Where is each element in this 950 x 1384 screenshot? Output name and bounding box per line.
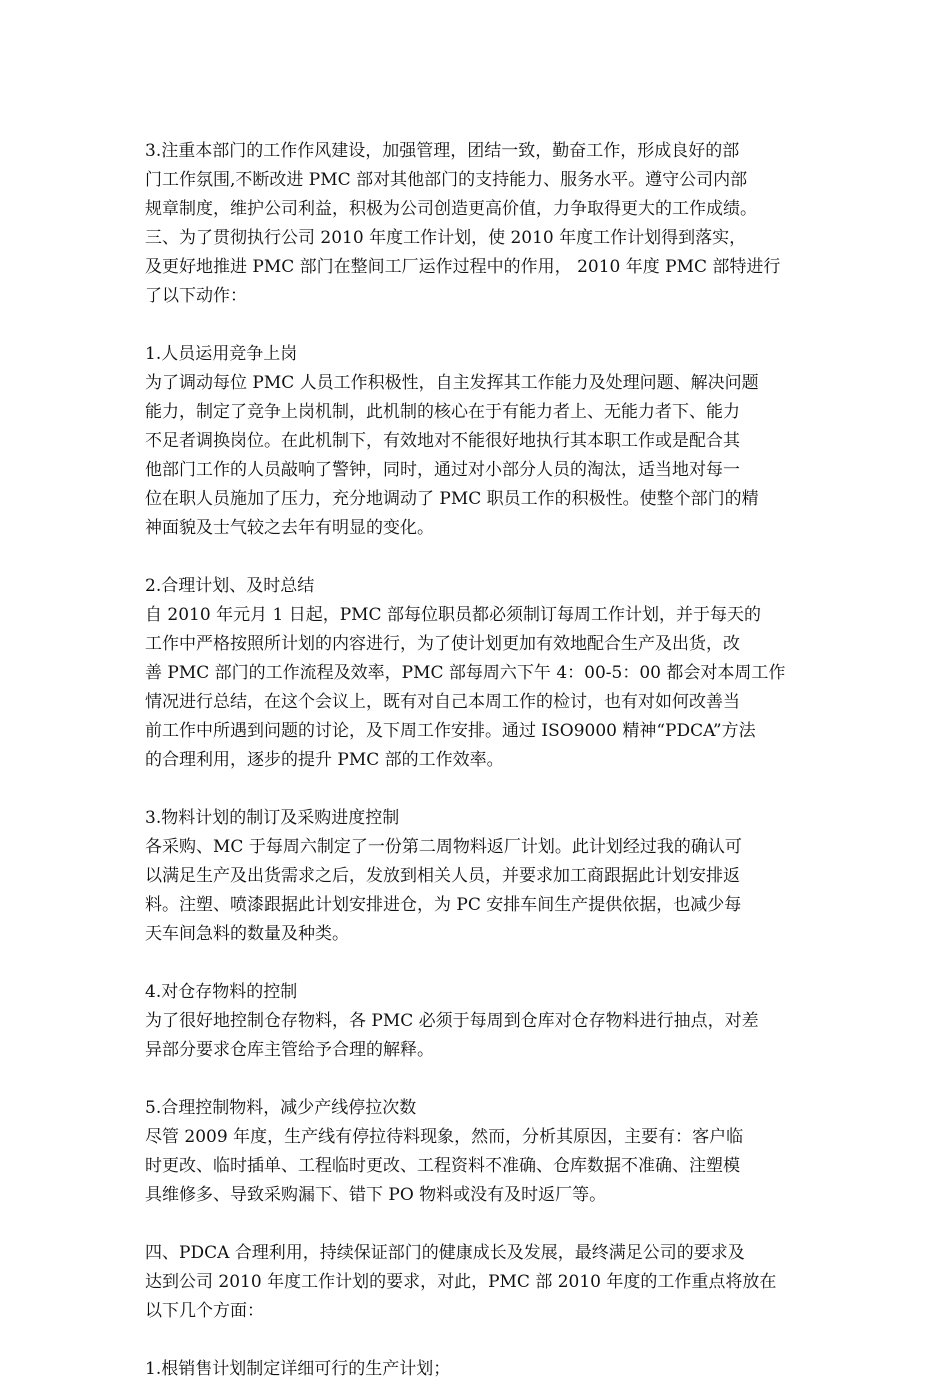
text-line: 尽管 2009 年度，生产线有停拉待料现象，然而，分析其原因，主要有：客户临 xyxy=(145,1127,744,1147)
paragraph xyxy=(145,1094,815,1210)
text-line: 工作中严格按照所计划的内容进行，为了使计划更加有效地配合生产及出货，改 xyxy=(145,634,740,654)
text-line: 门工作氛围,不断改进 PMC 部对其他部门的支持能力、服务水平。遵守公司内部 xyxy=(145,170,748,190)
text-line: 时更改、临时插单、工程临时更改、工程资料不准确、仓库数据不准确、注塑模 xyxy=(145,1156,740,1176)
paragraph xyxy=(145,137,815,311)
text-line: 以满足生产及出货需求之后，发放到相关人员，并要求加工商跟据此计划安排返 xyxy=(145,866,740,886)
text-line: 各采购、MC 于每周六制定了一份第二周物料返厂计划。此计划经过我的确认可 xyxy=(145,837,742,857)
text-line: 为了调动每位 PMC 人员工作积极性，自主发挥其工作能力及处理问题、解决问题 xyxy=(145,373,759,393)
text-line: 位在职人员施加了压力，充分地调动了 PMC 职员工作的积极性。使整个部门的精 xyxy=(145,489,759,509)
paragraph-spacer xyxy=(145,1326,815,1355)
paragraph xyxy=(145,804,815,949)
text-line: 为了很好地控制仓存物料，各 PMC 必须于每周到仓库对仓存物料进行抽点，对差 xyxy=(145,1011,759,1031)
text-line: 能力，制定了竞争上岗机制，此机制的核心在于有能力者上、无能力者下、能力 xyxy=(145,402,740,422)
paragraph-spacer xyxy=(145,543,815,572)
paragraph xyxy=(145,340,815,543)
text-line: 4.对仓存物料的控制 xyxy=(145,982,298,1002)
text-line: 以下几个方面： xyxy=(145,1301,264,1321)
text-line: 神面貌及士气较之去年有明显的变化。 xyxy=(145,518,434,538)
text-line: 5.合理控制物料，减少产线停拉次数 xyxy=(145,1098,417,1118)
text-line: 1.人员运用竞争上岗 xyxy=(145,344,298,364)
paragraph-spacer xyxy=(145,311,815,340)
paragraph-spacer xyxy=(145,1210,815,1239)
text-line: 情况进行总结，在这个会议上，既有对自己本周工作的检讨，也有对如何改善当 xyxy=(145,692,740,712)
text-line: 1.根销售计划制定详细可行的生产计划； xyxy=(145,1359,451,1379)
paragraph-spacer xyxy=(145,949,815,978)
paragraph-spacer xyxy=(145,775,815,804)
text-line: 他部门工作的人员敲响了警钟，同时，通过对小部分人员的淘汰，适当地对每一 xyxy=(145,460,740,480)
text-line: 了以下动作： xyxy=(145,286,247,306)
text-line: 不足者调换岗位。在此机制下，有效地对不能很好地执行其本职工作或是配合其 xyxy=(145,431,740,451)
paragraph xyxy=(145,978,815,1065)
text-line: 善 PMC 部门的工作流程及效率，PMC 部每周六下午 4：00-5：00 都会对本周工作 xyxy=(145,663,786,683)
document-body xyxy=(145,137,815,1384)
text-line: 具维修多、导致采购漏下、错下 PO 物料或没有及时返厂等。 xyxy=(145,1185,607,1205)
text-line: 达到公司 2010 年度工作计划的要求，对此，PMC 部 2010 年度的工作重点将放在 xyxy=(145,1272,777,1292)
text-line: 3.注重本部门的工作作风建设，加强管理，团结一致，勤奋工作，形成良好的部 xyxy=(145,141,740,161)
text-line: 规章制度，维护公司利益，积极为公司创造更高价值，力争取得更大的工作成绩。 xyxy=(145,199,757,219)
paragraph xyxy=(145,1239,815,1326)
paragraph xyxy=(145,572,815,775)
text-line: 前工作中所遇到问题的讨论，及下周工作安排。通过 ISO9000 精神“PDCA”方法 xyxy=(145,721,756,741)
text-line: 3.物料计划的制订及采购进度控制 xyxy=(145,808,400,828)
text-line: 自 2010 年元月 1 日起，PMC 部每位职员都必须制订每周工作计划，并于每天的 xyxy=(145,605,761,625)
text-line: 异部分要求仓库主管给予合理的解释。 xyxy=(145,1040,434,1060)
paragraph xyxy=(145,1355,815,1384)
text-line: 天车间急料的数量及种类。 xyxy=(145,924,349,944)
text-line: 2.合理计划、及时总结 xyxy=(145,576,315,596)
paragraph-spacer xyxy=(145,1065,815,1094)
text-line: 的合理利用，逐步的提升 PMC 部的工作效率。 xyxy=(145,750,504,770)
text-line: 及更好地推进 PMC 部门在整间工厂运作过程中的作用， 2010 年度 PMC 部特进行 xyxy=(145,257,781,277)
text-line: 四、PDCA 合理利用，持续保证部门的健康成长及发展，最终满足公司的要求及 xyxy=(145,1243,745,1263)
text-line: 三、为了贯彻执行公司 2010 年度工作计划，使 2010 年度工作计划得到落实， xyxy=(145,228,747,248)
text-line: 料。注塑、喷漆跟据此计划安排进仓，为 PC 安排车间生产提供依据，也减少每 xyxy=(145,895,742,915)
